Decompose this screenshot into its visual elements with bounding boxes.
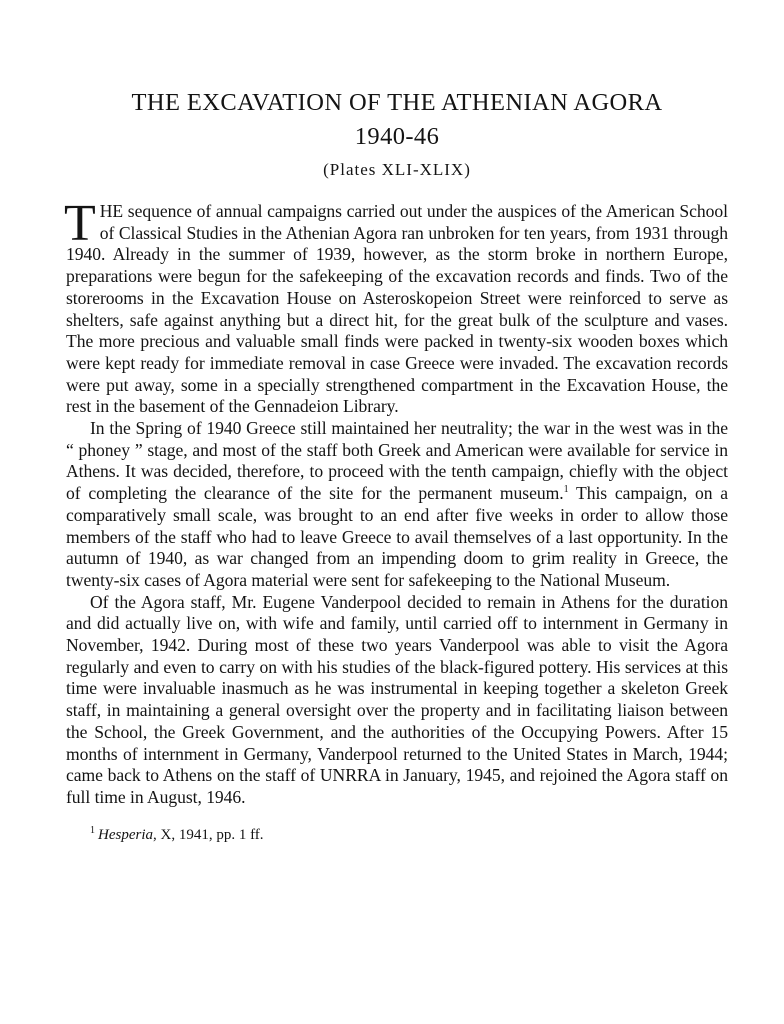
footnote-reference[interactable]: 1 (563, 484, 569, 496)
paragraph-1-lead: HE (99, 201, 124, 221)
paragraph-2-text-before: In the Spring of 1940 Greece still maintained her neutrality; the war in the west was in the “ phoney ” stage, and most of the staff both Greek and American were available for service in Athens. It was decided, therefore, to proceed with the tenth campaign, chiefly with the object of completing the clearance of the site for the permanent museum. (66, 418, 728, 504)
footnote-journal: Hesperia (98, 826, 153, 843)
paragraph-3 (66, 592, 728, 809)
paragraph-3-text: Of the Agora staff, Mr. Eugene Vanderpool decided to remain in Athens for the duration and did actually live on, with wife and family, until carried off to internment in Germany in November, 1942. During most of these two years Vanderpool was able to visit the Agora regularly and even to carry on with his studies of the black-figured pottery. His services at this time were invaluable inasmuch as he was instrumental in keeping together a skeleton Greek staff, in maintaining a general oversight over the property and in facilitating liaison between the School, the Greek Government, and the authorities of the Occupying Powers. After 15 months of internment in Germany, Vanderpool returned to the United States in March, 1944; came back to Athens on the staff of UNRRA in January, 1945, and rejoined the Agora staff on full time in August, 1946. (66, 591, 728, 807)
title-line-2: 1940-46 (354, 123, 440, 150)
paragraph-1 (64, 195, 728, 418)
footnote-mark: 1 (90, 824, 95, 836)
footnote-citation: , X, 1941, pp. 1 ff. (153, 826, 264, 843)
footnote (90, 825, 728, 845)
article-title (66, 86, 728, 154)
paragraph-2-text-after: This campaign, on a comparatively small scale, was brought to an end after five weeks in order to allow those members of the staff who had to leave Greece to avail themselves of a last opportunity. In the autumn of 1940, as war changed from an impending doom to grim reality in Greece, the twenty-six cases of Agora material were sent for safekeeping to the National Museum. (66, 483, 729, 590)
article-body (64, 195, 729, 809)
drop-cap: T (64, 195, 96, 252)
paragraph-2 (66, 418, 728, 592)
paragraph-1-text: sequence of annual campaigns carried out under the auspices of the American School of Classical Studies in the Athenian Agora ran unbroken for ten years, from 1931 through 1940. Already in the summer of 1939, however, as the storm broke in northern Europe, preparations were begun for the safekeeping of the excavation records and finds. Two of the storerooms in the Excavation House on Asteroskopeion Street were reinforced to serve as shelters, safe against anything but a direct hit, for the great bulk of the sculpture and vases. The more precious and valuable small finds were packed in twenty-six wooden boxes which were kept ready for immediate removal in case Greece were invaded. The excavation records were put away, some in a specially strengthened compartment in the Excavation House, the rest in the basement of the Gennadeion Library. (66, 201, 728, 417)
title-line-1: THE EXCAVATION OF THE ATHENIAN AGORA (131, 89, 663, 116)
page (66, 86, 728, 845)
plates-reference: (Plates XLI-XLIX) (323, 160, 471, 179)
